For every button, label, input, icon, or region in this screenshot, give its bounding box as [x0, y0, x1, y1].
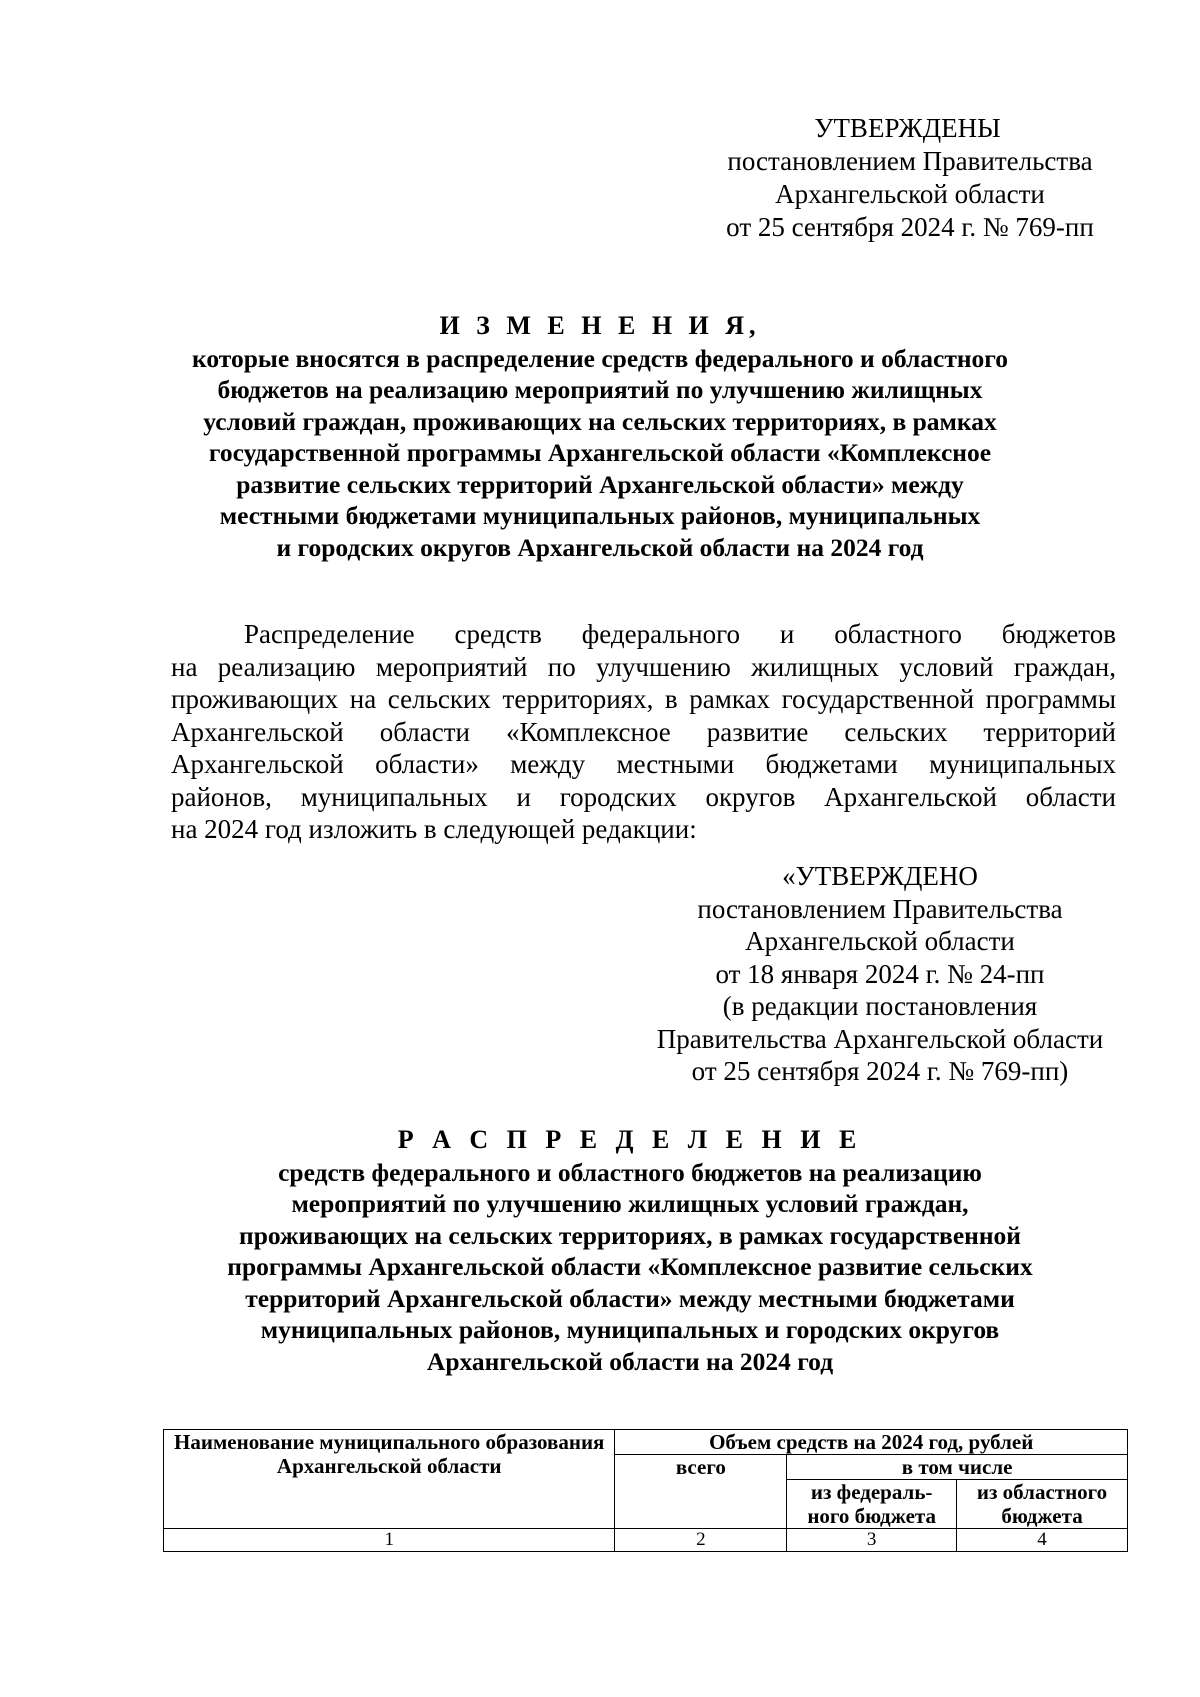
- column-header-municipality: Наименование муниципального образования Архангельской области: [164, 1430, 615, 1529]
- changes-title: [130, 310, 1070, 563]
- column-header-total: всего: [615, 1455, 787, 1529]
- approval-line: постановлением Правительства: [727, 146, 1093, 176]
- distribution-table: [163, 1429, 1128, 1552]
- approval-stamp: [690, 112, 1130, 244]
- distribution-title-line: мероприятий по улучшению жилищных условий граждан,: [291, 1189, 969, 1218]
- approval-line: Архангельской области: [775, 179, 1045, 209]
- distribution-title-line: проживающих на сельских территориях, в рамках государственной: [239, 1220, 1021, 1250]
- distribution-title-line: Архангельской области на 2024 год: [426, 1346, 834, 1376]
- body-paragraph: [171, 618, 1116, 846]
- column-number-cell: 4: [957, 1529, 1128, 1552]
- approval2-line: (в редакции постановления: [722, 991, 1038, 1021]
- paragraph-line: на 2024 год изложить в следующей редакции:: [171, 814, 697, 844]
- paragraph-line: Архангельской области «Комплексное развитие сельских территорий: [171, 716, 1116, 747]
- changes-title-line: которые вносятся в распределение средств федерального и областного: [192, 343, 1008, 373]
- changes-title-line: развитие сельских территорий Архангельской области» между: [236, 469, 964, 499]
- changes-title-line: местными бюджетами муниципальных районов, муниципальных: [219, 501, 981, 530]
- distribution-title-line: территорий Архангельской области» между местными бюджетами: [245, 1283, 1015, 1313]
- approval2-line: от 25 сентября 2024 г. № 769-пп): [691, 1056, 1069, 1086]
- column-header-including: в том числе: [787, 1455, 1128, 1480]
- approval2-line: Архангельской области: [745, 926, 1015, 956]
- changes-heading: И З М Е Н Е Н И Я,: [439, 311, 761, 340]
- changes-title-line: бюджетов на реализацию мероприятий по улучшению жилищных: [217, 375, 983, 404]
- approval2-line: «УТВЕРЖДЕНО: [782, 861, 978, 891]
- paragraph-line: Распределение средств федерального и областного бюджетов: [244, 619, 1116, 649]
- approval-stamp-revised: [640, 860, 1120, 1088]
- changes-title-line: условий граждан, проживающих на сельских территориях, в рамках: [203, 406, 997, 436]
- approval2-line: Правительства Архангельской области: [656, 1023, 1104, 1054]
- distribution-title-line: муниципальных районов, муниципальных и городских округов: [260, 1315, 1000, 1344]
- column-header-volume: Объем средств на 2024 год, рублей: [615, 1430, 1128, 1455]
- approval-line: от 25 сентября 2024 г. № 769-пп: [726, 212, 1094, 242]
- paragraph-line: на реализацию мероприятий по улучшению жилищных условий граждан,: [171, 651, 1116, 682]
- paragraph-line: Архангельской области» между местными бюджетами муниципальных: [171, 749, 1116, 779]
- column-number-cell: 3: [787, 1529, 957, 1552]
- paragraph-line: районов, муниципальных и городских округов Архангельской области: [171, 781, 1116, 812]
- distribution-heading: Р А С П Р Е Д Е Л Е Н И Е: [397, 1125, 863, 1154]
- distribution-title: [180, 1124, 1080, 1377]
- approval2-line: от 18 января 2024 г. № 24-пп: [715, 958, 1045, 989]
- paragraph-line: проживающих на сельских территориях, в рамках государственной программы: [171, 684, 1116, 714]
- column-header-regional: из областного бюджета: [957, 1480, 1128, 1529]
- distribution-title-line: программы Архангельской области «Комплексное развитие сельских: [227, 1252, 1033, 1281]
- distribution-title-line: средств федерального и областного бюджетов на реализацию: [278, 1157, 982, 1187]
- column-number-cell: 1: [164, 1529, 615, 1552]
- changes-title-line: государственной программы Архангельской области «Комплексное: [208, 438, 992, 467]
- approval-line: УТВЕРЖДЕНЫ: [814, 113, 1001, 143]
- column-header-federal: из федераль- ного бюджета: [787, 1480, 957, 1529]
- approval2-line: постановлением Правительства: [697, 893, 1063, 924]
- column-number-cell: 2: [615, 1529, 787, 1552]
- changes-title-line: и городских округов Архангельской области на 2024 год: [276, 532, 924, 562]
